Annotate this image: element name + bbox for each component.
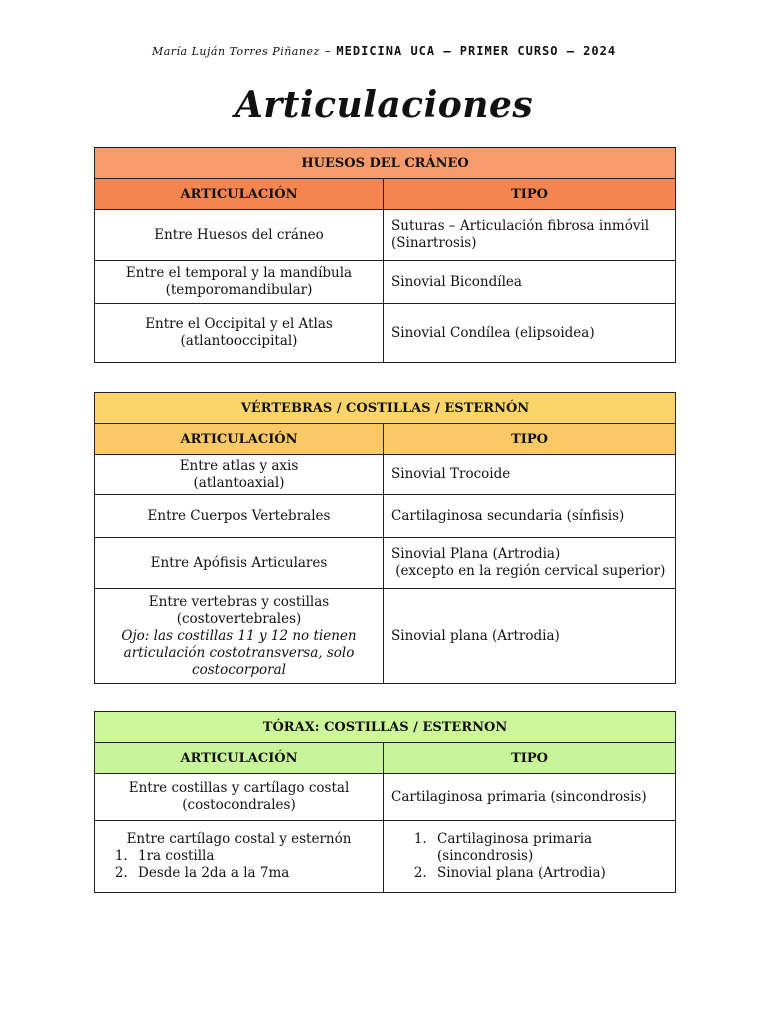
list-item: 2. Desde la 2da a la 7ma (132, 865, 376, 882)
table-section-title: VÉRTEBRAS / COSTILLAS / ESTERNÓN (95, 393, 676, 424)
tipo-text: Suturas – Articulación fibrosa inmóvil (391, 218, 650, 234)
articulacion-subtext: (temporomandibular) (165, 282, 313, 298)
articulacion-text: Entre atlas y axis (179, 457, 299, 474)
table-vertebras (94, 392, 676, 684)
table-row (95, 589, 676, 684)
articulacion-subtext: (atlantooccipital) (180, 333, 298, 349)
list-item: 2. Sinovial plana (Artrodia) (431, 865, 668, 882)
tipo-text: Sinovial plana (Artrodia) (391, 627, 560, 644)
table-row (95, 261, 676, 304)
column-header-articulacion: ARTICULACIÓN (95, 179, 384, 210)
table-torax (94, 711, 676, 893)
tipo-text: Sinovial Bicondílea (391, 273, 522, 290)
course-label: MEDICINA UCA – PRIMER CURSO – 2024 (336, 44, 617, 58)
column-header-tipo: TIPO (384, 743, 676, 774)
table-huesos-craneo (94, 147, 676, 363)
articulacion-text: Entre vertebras y costillas (148, 593, 330, 610)
column-header-tipo: TIPO (384, 424, 676, 455)
articulacion-text: Entre Apófisis Articulares (150, 554, 328, 571)
articulacion-text: Entre Cuerpos Vertebrales (147, 507, 331, 524)
column-header-tipo: TIPO (384, 179, 676, 210)
header-separator: – (324, 44, 332, 58)
table-section-title: TÓRAX: COSTILLAS / ESTERNON (95, 712, 676, 743)
table-row (95, 774, 676, 821)
column-header-articulacion: ARTICULACIÓN (95, 743, 384, 774)
tipo-text-line2: (Sinartrosis) (391, 235, 477, 251)
page-header (0, 44, 768, 58)
tipo-text: Sinovial Plana (Artrodia) (391, 546, 561, 562)
table-row (95, 304, 676, 363)
articulacion-note: Ojo: las costillas 11 y 12 no tienen articulación costotransversa, solo costocorporal (121, 627, 357, 678)
subitem-list (102, 848, 376, 882)
author-name: María Luján Torres Piñanez (151, 45, 320, 58)
articulacion-subtext: (costovertebrales) (176, 610, 302, 627)
table-row (95, 821, 676, 893)
column-header-articulacion: ARTICULACIÓN (95, 424, 384, 455)
list-item: 1. 1ra costilla (132, 848, 376, 865)
tipo-list (391, 831, 668, 882)
articulacion-text: Entre el temporal y la mandíbula (125, 265, 353, 281)
articulacion-subtext: (costocondrales) (182, 797, 296, 813)
tipo-text: Sinovial Condílea (elipsoidea) (391, 324, 595, 341)
articulacion-text: Entre cartílago costal y esternón (126, 831, 352, 847)
articulacion-text: Entre Huesos del cráneo (154, 226, 324, 243)
tipo-text-line2: (excepto en la región cervical superior) (391, 563, 666, 579)
page-title: Articulaciones (234, 84, 534, 126)
articulacion-text: Entre el Occipital y el Atlas (145, 316, 333, 332)
articulacion-text: Entre costillas y cartílago costal (128, 780, 350, 796)
tipo-text: Cartilaginosa primaria (sincondrosis) (391, 788, 647, 805)
table-row (95, 455, 676, 495)
table-row (95, 210, 676, 261)
list-item: 1. Cartilaginosa primaria (sincondrosis) (431, 831, 668, 865)
articulacion-subtext: (atlantoaxial) (193, 474, 285, 491)
table-row (95, 538, 676, 589)
table-row (95, 495, 676, 538)
tipo-text: Cartilaginosa secundaria (sínfisis) (391, 507, 625, 524)
tipo-text: Sinovial Trocoide (391, 466, 511, 482)
table-section-title: HUESOS DEL CRÁNEO (95, 148, 676, 179)
